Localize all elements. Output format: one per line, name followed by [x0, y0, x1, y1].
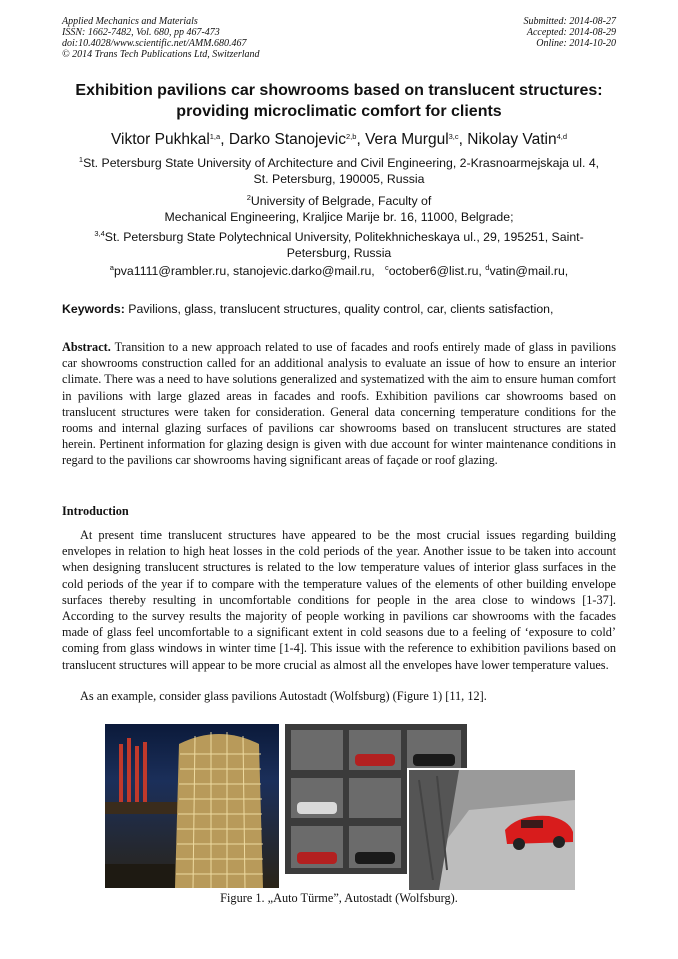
affiliation-line: St. Petersburg State University of Architecture and Civil Engineering, 2-Krasnoarmejskaja ul. 4, [83, 156, 600, 170]
email-sup: c [384, 263, 389, 272]
journal-doi: doi:10.4028/www.scientific.net/AMM.680.467 [62, 38, 247, 49]
email-sup: d [485, 263, 490, 272]
affiliation-2 [62, 194, 616, 225]
author-sup: 2,b [346, 132, 357, 141]
affiliation-sup: 1 [78, 155, 84, 164]
abstract-text: Transition to a new approach related to use of facades and roofs entirely made of glass in pavilions car showrooms construction called for an additional analysis to evaluate an issue of how to ensure an interior climate. There was a need to have solutions generalized and systematized with the aim to ensure human comfort in pavilions with large glazed areas in facades and roofs. Exhibition pavilions car showrooms based on translucent structures were taken for consideration. General data concerning temperature conditions for the rooms and internal glazing surfaces of pavilions car showrooms based on translucent structures are stated herein. Pertinent information for glazing design is given with due account for winter maintenance conditions in regard to the pavilions car showrooms having significant areas of façade or roof glazing. [62, 340, 616, 468]
affiliation-sup: 3,4 [94, 229, 105, 238]
journal-copyright: © 2014 Trans Tech Publications Ltd, Switzerland [62, 49, 260, 60]
author-sup: 4,d [556, 132, 568, 141]
affiliation-line: St. Petersburg State Polytechnical University, Politekhnicheskaya ul., 29, 195251, Saint- [104, 230, 584, 244]
author-emails [62, 264, 616, 280]
author-name: Viktor Pukhkal [110, 131, 210, 148]
tower-night-photo [105, 724, 279, 888]
figure-caption: Figure 1. „Auto Türme”, Autostadt (Wolfsburg). [220, 891, 458, 905]
keywords [62, 302, 616, 317]
affiliation-line: Mechanical Engineering, Kraljice Marije br. 16, 11000, Belgrade; [164, 209, 514, 224]
journal-name: Applied Mechanics and Materials [62, 16, 198, 27]
author-sup: 3,c [448, 132, 459, 141]
keywords-label: Keywords: [62, 302, 125, 316]
affiliation-line: University of Belgrade, Faculty of [250, 194, 432, 208]
submitted-date: Submitted: 2014-08-27 [523, 16, 616, 27]
abstract-label: Abstract. [62, 340, 111, 354]
accepted-date: Accepted: 2014-08-29 [526, 27, 616, 38]
title-line: Exhibition pavilions car showrooms based on translucent structures: [75, 82, 603, 99]
section-heading-introduction: Introduction [62, 504, 129, 518]
author-name: Nikolay Vatin [467, 131, 557, 148]
email-text: vatin@mail.ru, [489, 264, 569, 278]
submission-dates [524, 16, 617, 49]
title-line: providing microclimatic comfort for clients [176, 103, 502, 120]
introduction-paragraph: At present time translucent structures have appeared to be the most crucial issues regarding building envelopes in relation to high heat losses in the cold periods of the year. Another issue to be taken into account when designing translucent structures is related to the low temperature values of interior glass surfaces in the cold periods of the year if to compare with the temperature values of the elements of other building envelope surfaces thereby resulting in uncomfortable conditions for people in the area close to windows [1-37]. According to the survey results the majority of people working in pavilions car showrooms with the facades made of glass feel uncomfortable to a significant extent in cold seasons due to a feeling of ‘exposure to cold’ coming from glass windows in winter time [1-4]. This issue with the reference to exhibition pavilions based on translucent structures will appear to be more crucial as almost all the envelopes have lower temperature values. [62, 528, 616, 672]
paper-title [62, 80, 616, 122]
online-date: Online: 2014-10-20 [536, 38, 616, 49]
figure-1 [105, 724, 573, 888]
journal-issn: ISSN: 1662-7482, Vol. 680, pp 467-473 [62, 27, 220, 38]
affiliation-1 [62, 156, 616, 187]
email-text: october6@list.ru, [388, 264, 482, 278]
author-name: Darko Stanojevic [228, 131, 346, 148]
affiliation-sup: 2 [246, 193, 251, 202]
author-name: Vera Murgul [365, 131, 449, 148]
journal-info [62, 16, 260, 60]
red-car-interior-photo [407, 768, 575, 890]
author-list: Viktor Pukhkal$^{1,a}$, Darko Stanojevic$^{2,b}$, Vera Murgul$^{3,c}$, Nikolay Vatin$^{4,d}$ [110, 131, 568, 148]
keywords-text: Pavilions, glass, translucent structures, quality control, car, clients satisfaction, [128, 302, 554, 316]
affiliation-line: Petersburg, Russia [286, 245, 392, 260]
abstract [62, 339, 616, 469]
introduction-paragraph: As an example, consider glass pavilions Autostadt (Wolfsburg) (Figure 1) [11, 12]. [80, 689, 487, 703]
author-sup: 1,a [209, 132, 221, 141]
email-text: pva1111@rambler.ru, stanojevic.darko@mail.ru, [113, 264, 375, 278]
email-sup: a [109, 263, 114, 272]
affiliation-3 [62, 230, 616, 261]
affiliation-line: St. Petersburg, 190005, Russia [253, 171, 425, 186]
